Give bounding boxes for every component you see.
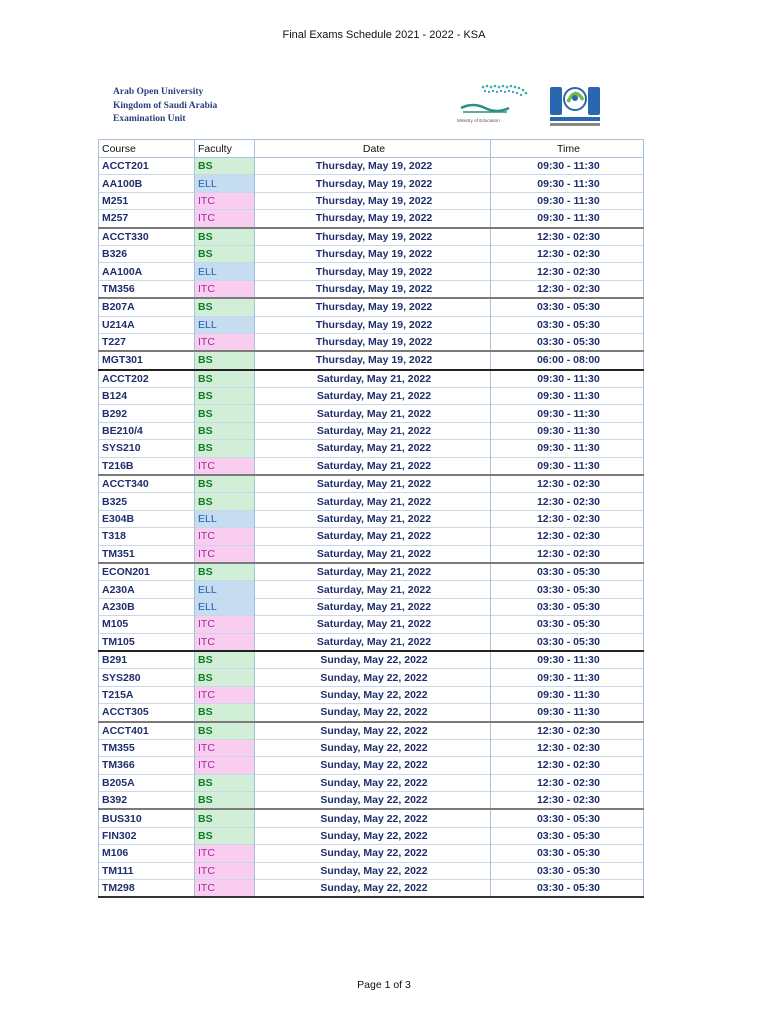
faculty-cell: BS xyxy=(195,405,255,422)
time-cell: 12:30 - 02:30 xyxy=(491,757,644,774)
course-cell: TM351 xyxy=(99,545,195,563)
time-cell: 12:30 - 02:30 xyxy=(491,722,644,740)
course-cell: AA100B xyxy=(99,175,195,192)
time-cell: 09:30 - 11:30 xyxy=(491,192,644,209)
course-cell: M106 xyxy=(99,845,195,862)
course-cell: T318 xyxy=(99,528,195,545)
table-row xyxy=(99,405,644,422)
column-header-time: Time xyxy=(491,140,644,158)
date-cell: Sunday, May 22, 2022 xyxy=(255,686,491,703)
course-cell: M251 xyxy=(99,192,195,209)
date-cell: Sunday, May 22, 2022 xyxy=(255,862,491,879)
table-row xyxy=(99,757,644,774)
faculty-cell: ITC xyxy=(195,192,255,209)
faculty-cell: ITC xyxy=(195,633,255,651)
time-cell: 12:30 - 02:30 xyxy=(491,245,644,262)
course-cell: M105 xyxy=(99,616,195,633)
course-cell: TM111 xyxy=(99,862,195,879)
table-row xyxy=(99,581,644,598)
column-header-date: Date xyxy=(255,140,491,158)
ministry-of-education-logo xyxy=(453,82,533,128)
table-row xyxy=(99,263,644,280)
time-cell: 12:30 - 02:30 xyxy=(491,545,644,563)
faculty-cell: ITC xyxy=(195,862,255,879)
date-cell: Sunday, May 22, 2022 xyxy=(255,880,491,898)
faculty-cell: ELL xyxy=(195,510,255,527)
date-cell: Thursday, May 19, 2022 xyxy=(255,158,491,175)
time-cell: 03:30 - 05:30 xyxy=(491,633,644,651)
date-cell: Saturday, May 21, 2022 xyxy=(255,370,491,388)
date-cell: Saturday, May 21, 2022 xyxy=(255,440,491,457)
table-row xyxy=(99,686,644,703)
table-row xyxy=(99,388,644,405)
course-cell: B326 xyxy=(99,245,195,262)
course-cell: U214A xyxy=(99,316,195,333)
university-country: Kingdom of Saudi Arabia xyxy=(113,100,218,111)
university-unit: Examination Unit xyxy=(113,114,186,125)
date-cell: Saturday, May 21, 2022 xyxy=(255,528,491,545)
table-row xyxy=(99,862,644,879)
table-row xyxy=(99,633,644,651)
table-row xyxy=(99,739,644,756)
date-cell: Sunday, May 22, 2022 xyxy=(255,845,491,862)
time-cell: 12:30 - 02:30 xyxy=(491,510,644,527)
table-row xyxy=(99,175,644,192)
date-cell: Saturday, May 21, 2022 xyxy=(255,475,491,493)
faculty-cell: ITC xyxy=(195,880,255,898)
time-cell: 09:30 - 11:30 xyxy=(491,686,644,703)
time-cell: 09:30 - 11:30 xyxy=(491,370,644,388)
date-cell: Thursday, May 19, 2022 xyxy=(255,245,491,262)
time-cell: 06:00 - 08:00 xyxy=(491,351,644,369)
faculty-cell: BS xyxy=(195,370,255,388)
course-cell: SYS280 xyxy=(99,669,195,686)
time-cell: 03:30 - 05:30 xyxy=(491,598,644,615)
date-cell: Saturday, May 21, 2022 xyxy=(255,510,491,527)
date-cell: Sunday, May 22, 2022 xyxy=(255,669,491,686)
time-cell: 09:30 - 11:30 xyxy=(491,457,644,475)
course-cell: ACCT330 xyxy=(99,228,195,246)
arab-open-university-logo xyxy=(546,84,604,131)
date-cell: Thursday, May 19, 2022 xyxy=(255,280,491,298)
course-cell: T216B xyxy=(99,457,195,475)
faculty-cell: ITC xyxy=(195,280,255,298)
course-cell: B205A xyxy=(99,774,195,791)
university-info xyxy=(113,86,217,127)
faculty-cell: ELL xyxy=(195,175,255,192)
course-cell: SYS210 xyxy=(99,440,195,457)
table-row xyxy=(99,880,644,898)
table-row xyxy=(99,280,644,298)
faculty-cell: BS xyxy=(195,704,255,722)
faculty-cell: ITC xyxy=(195,528,255,545)
faculty-cell: BS xyxy=(195,440,255,457)
course-cell: TM355 xyxy=(99,739,195,756)
time-cell: 09:30 - 11:30 xyxy=(491,651,644,669)
svg-text:Ministry of Education: Ministry of Education xyxy=(457,118,500,123)
table-row xyxy=(99,228,644,246)
faculty-cell: BS xyxy=(195,774,255,791)
table-row xyxy=(99,545,644,563)
faculty-cell: BS xyxy=(195,651,255,669)
date-cell: Sunday, May 22, 2022 xyxy=(255,774,491,791)
faculty-cell: ITC xyxy=(195,616,255,633)
date-cell: Sunday, May 22, 2022 xyxy=(255,827,491,844)
date-cell: Saturday, May 21, 2022 xyxy=(255,581,491,598)
time-cell: 03:30 - 05:30 xyxy=(491,298,644,316)
time-cell: 09:30 - 11:30 xyxy=(491,704,644,722)
date-cell: Sunday, May 22, 2022 xyxy=(255,722,491,740)
date-cell: Thursday, May 19, 2022 xyxy=(255,333,491,351)
time-cell: 09:30 - 11:30 xyxy=(491,388,644,405)
date-cell: Saturday, May 21, 2022 xyxy=(255,405,491,422)
faculty-cell: BS xyxy=(195,809,255,827)
course-cell: TM105 xyxy=(99,633,195,651)
course-cell: ACCT401 xyxy=(99,722,195,740)
time-cell: 03:30 - 05:30 xyxy=(491,845,644,862)
time-cell: 09:30 - 11:30 xyxy=(491,175,644,192)
date-cell: Thursday, May 19, 2022 xyxy=(255,210,491,228)
table-row xyxy=(99,210,644,228)
faculty-cell: ITC xyxy=(195,545,255,563)
course-cell: ECON201 xyxy=(99,563,195,581)
table-row xyxy=(99,528,644,545)
course-cell: T215A xyxy=(99,686,195,703)
schedule-body xyxy=(99,158,644,898)
time-cell: 12:30 - 02:30 xyxy=(491,263,644,280)
faculty-cell: ITC xyxy=(195,739,255,756)
time-cell: 12:30 - 02:30 xyxy=(491,739,644,756)
time-cell: 12:30 - 02:30 xyxy=(491,528,644,545)
date-cell: Saturday, May 21, 2022 xyxy=(255,616,491,633)
course-cell: E304B xyxy=(99,510,195,527)
table-row xyxy=(99,245,644,262)
table-row xyxy=(99,809,644,827)
course-cell: B392 xyxy=(99,792,195,810)
table-row xyxy=(99,351,644,369)
date-cell: Saturday, May 21, 2022 xyxy=(255,493,491,510)
table-row xyxy=(99,440,644,457)
faculty-cell: ELL xyxy=(195,316,255,333)
exam-schedule-table xyxy=(98,139,644,898)
faculty-cell: BS xyxy=(195,388,255,405)
faculty-cell: BS xyxy=(195,563,255,581)
date-cell: Saturday, May 21, 2022 xyxy=(255,545,491,563)
time-cell: 12:30 - 02:30 xyxy=(491,475,644,493)
course-cell: B292 xyxy=(99,405,195,422)
time-cell: 09:30 - 11:30 xyxy=(491,158,644,175)
time-cell: 03:30 - 05:30 xyxy=(491,809,644,827)
time-cell: 03:30 - 05:30 xyxy=(491,616,644,633)
course-cell: B291 xyxy=(99,651,195,669)
faculty-cell: ITC xyxy=(195,757,255,774)
faculty-cell: BS xyxy=(195,493,255,510)
table-row xyxy=(99,316,644,333)
table-row xyxy=(99,704,644,722)
course-cell: A230B xyxy=(99,598,195,615)
course-cell: ACCT201 xyxy=(99,158,195,175)
table-row xyxy=(99,298,644,316)
date-cell: Saturday, May 21, 2022 xyxy=(255,422,491,439)
date-cell: Sunday, May 22, 2022 xyxy=(255,651,491,669)
faculty-cell: BS xyxy=(195,228,255,246)
date-cell: Saturday, May 21, 2022 xyxy=(255,457,491,475)
faculty-cell: ITC xyxy=(195,457,255,475)
time-cell: 09:30 - 11:30 xyxy=(491,669,644,686)
course-cell: ACCT305 xyxy=(99,704,195,722)
time-cell: 09:30 - 11:30 xyxy=(491,405,644,422)
table-row xyxy=(99,669,644,686)
time-cell: 12:30 - 02:30 xyxy=(491,280,644,298)
table-row xyxy=(99,792,644,810)
course-cell: BE210/4 xyxy=(99,422,195,439)
course-cell: TM356 xyxy=(99,280,195,298)
faculty-cell: BS xyxy=(195,475,255,493)
date-cell: Thursday, May 19, 2022 xyxy=(255,351,491,369)
faculty-cell: BS xyxy=(195,245,255,262)
faculty-cell: ELL xyxy=(195,263,255,280)
course-cell: AA100A xyxy=(99,263,195,280)
table-row xyxy=(99,774,644,791)
course-cell: ACCT202 xyxy=(99,370,195,388)
column-header-faculty: Faculty xyxy=(195,140,255,158)
table-row xyxy=(99,192,644,209)
faculty-cell: BS xyxy=(195,298,255,316)
course-cell: FIN302 xyxy=(99,827,195,844)
faculty-cell: ITC xyxy=(195,686,255,703)
page-number: Page 1 of 3 xyxy=(357,979,411,991)
faculty-cell: ITC xyxy=(195,333,255,351)
time-cell: 03:30 - 05:30 xyxy=(491,333,644,351)
faculty-cell: ELL xyxy=(195,581,255,598)
date-cell: Sunday, May 22, 2022 xyxy=(255,739,491,756)
date-cell: Sunday, May 22, 2022 xyxy=(255,757,491,774)
time-cell: 09:30 - 11:30 xyxy=(491,422,644,439)
course-cell: ACCT340 xyxy=(99,475,195,493)
table-row xyxy=(99,845,644,862)
course-cell: B207A xyxy=(99,298,195,316)
date-cell: Sunday, May 22, 2022 xyxy=(255,792,491,810)
table-row xyxy=(99,422,644,439)
time-cell: 03:30 - 05:30 xyxy=(491,563,644,581)
date-cell: Thursday, May 19, 2022 xyxy=(255,316,491,333)
time-cell: 03:30 - 05:30 xyxy=(491,862,644,879)
date-cell: Thursday, May 19, 2022 xyxy=(255,192,491,209)
time-cell: 12:30 - 02:30 xyxy=(491,774,644,791)
date-cell: Thursday, May 19, 2022 xyxy=(255,175,491,192)
table-row xyxy=(99,475,644,493)
table-row xyxy=(99,598,644,615)
course-cell: BUS310 xyxy=(99,809,195,827)
date-cell: Saturday, May 21, 2022 xyxy=(255,633,491,651)
table-row xyxy=(99,493,644,510)
table-header-row xyxy=(99,140,644,158)
faculty-cell: ELL xyxy=(195,598,255,615)
date-cell: Saturday, May 21, 2022 xyxy=(255,598,491,615)
date-cell: Thursday, May 19, 2022 xyxy=(255,228,491,246)
table-row xyxy=(99,158,644,175)
time-cell: 12:30 - 02:30 xyxy=(491,792,644,810)
time-cell: 12:30 - 02:30 xyxy=(491,228,644,246)
faculty-cell: BS xyxy=(195,722,255,740)
faculty-cell: BS xyxy=(195,158,255,175)
date-cell: Thursday, May 19, 2022 xyxy=(255,263,491,280)
table-row xyxy=(99,510,644,527)
time-cell: 03:30 - 05:30 xyxy=(491,316,644,333)
faculty-cell: ITC xyxy=(195,845,255,862)
column-header-course: Course xyxy=(99,140,195,158)
course-cell: T227 xyxy=(99,333,195,351)
table-row xyxy=(99,370,644,388)
faculty-cell: BS xyxy=(195,422,255,439)
faculty-cell: BS xyxy=(195,827,255,844)
faculty-cell: BS xyxy=(195,792,255,810)
table-row xyxy=(99,333,644,351)
date-cell: Sunday, May 22, 2022 xyxy=(255,704,491,722)
date-cell: Saturday, May 21, 2022 xyxy=(255,388,491,405)
faculty-cell: ITC xyxy=(195,210,255,228)
time-cell: 09:30 - 11:30 xyxy=(491,440,644,457)
time-cell: 03:30 - 05:30 xyxy=(491,581,644,598)
table-row xyxy=(99,722,644,740)
table-row xyxy=(99,563,644,581)
time-cell: 12:30 - 02:30 xyxy=(491,493,644,510)
course-cell: TM298 xyxy=(99,880,195,898)
time-cell: 09:30 - 11:30 xyxy=(491,210,644,228)
table-row xyxy=(99,457,644,475)
page-title: Final Exams Schedule 2021 - 2022 - KSA xyxy=(282,29,486,41)
time-cell: 03:30 - 05:30 xyxy=(491,880,644,898)
table-row xyxy=(99,827,644,844)
faculty-cell: BS xyxy=(195,351,255,369)
course-cell: B124 xyxy=(99,388,195,405)
course-cell: B325 xyxy=(99,493,195,510)
date-cell: Saturday, May 21, 2022 xyxy=(255,563,491,581)
faculty-cell: BS xyxy=(195,669,255,686)
course-cell: MGT301 xyxy=(99,351,195,369)
university-name: Arab Open University xyxy=(113,87,204,97)
time-cell: 03:30 - 05:30 xyxy=(491,827,644,844)
date-cell: Sunday, May 22, 2022 xyxy=(255,809,491,827)
course-cell: TM366 xyxy=(99,757,195,774)
date-cell: Thursday, May 19, 2022 xyxy=(255,298,491,316)
course-cell: M257 xyxy=(99,210,195,228)
table-row xyxy=(99,651,644,669)
table-row xyxy=(99,616,644,633)
course-cell: A230A xyxy=(99,581,195,598)
